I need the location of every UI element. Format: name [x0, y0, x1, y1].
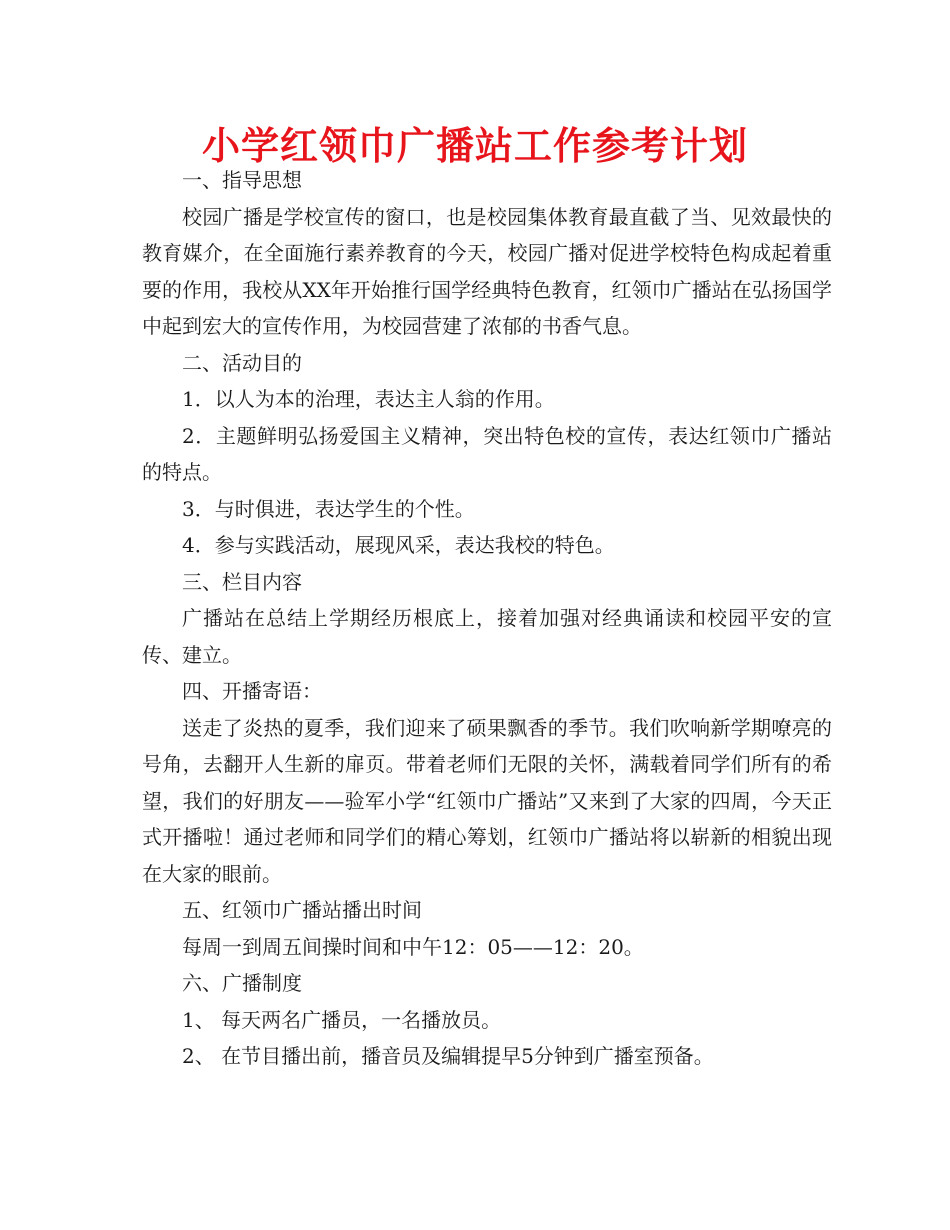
list-item-goal-1: 1．以人为本的治理，表达主人翁的作用。	[182, 387, 555, 411]
list-item-goal-3: 3．与时俱进，表达学生的个性。	[182, 496, 475, 521]
paragraph-opening-message: 送走了炎热的夏季，我们迎来了硕果飘香的季节。我们吹响新学期嘹亮的号角，去翻开人生新的扉页。带着老师们无限的关怀，满载着同学们所有的希望，我们的好朋友——验军小学“红领巾广播站”又来到了大家的四周，今天正式开播啦！通过老师和同学们的精心筹划，红领巾广播站将以崭新的相貌出现在大家的眼前。	[142, 715, 832, 886]
document-body	[142, 162, 832, 1075]
section-heading-broadcast-rules: 六、广播制度	[182, 971, 302, 995]
paragraph-column-content: 广播站在总结上学期经历根底上，接着加强对经典诵读和校园平安的宣传、建立。	[142, 606, 832, 667]
paragraph-guiding-thought: 校园广播是学校宣传的窗口，也是校园集体教育最直截了当、见效最快的教育媒介，在全面施行素养教育的今天，校园广播对促进学校特色构成起着重要的作用，我校从XX年开始推行国学经典特色教育，红领巾广播站在弘扬国学中起到宏大的宣传作用，为校园营建了浓郁的书香气息。	[142, 204, 832, 338]
section-heading-activity-goals: 二、活动目的	[182, 350, 302, 375]
list-item-rule-1: 1、 每天两名广播员，一名播放员。	[182, 1007, 502, 1032]
paragraph-broadcast-time: 每周一到周五间操时间和中午12：05——12：20。	[182, 934, 644, 959]
section-heading-column-content: 三、栏目内容	[182, 569, 302, 594]
section-heading-guiding-thought: 一、指导思想	[182, 168, 302, 192]
list-item-rule-2: 2、 在节目播出前，播音员及编辑提早5分钟到广播室预备。	[182, 1044, 714, 1068]
list-item-goal-4: 4．参与实践活动，展现风采，表达我校的特色。	[182, 533, 615, 557]
section-heading-broadcast-time: 五、红领巾广播站播出时间	[182, 898, 422, 922]
section-heading-opening-message: 四、开播寄语：	[182, 679, 322, 703]
document-title: 小学红领巾广播站工作参考计划	[201, 124, 748, 168]
list-item-goal-2: 2．主题鲜明弘扬爱国主义精神，突出特色校的宣传，表达红领巾广播站的特点。	[142, 423, 832, 484]
